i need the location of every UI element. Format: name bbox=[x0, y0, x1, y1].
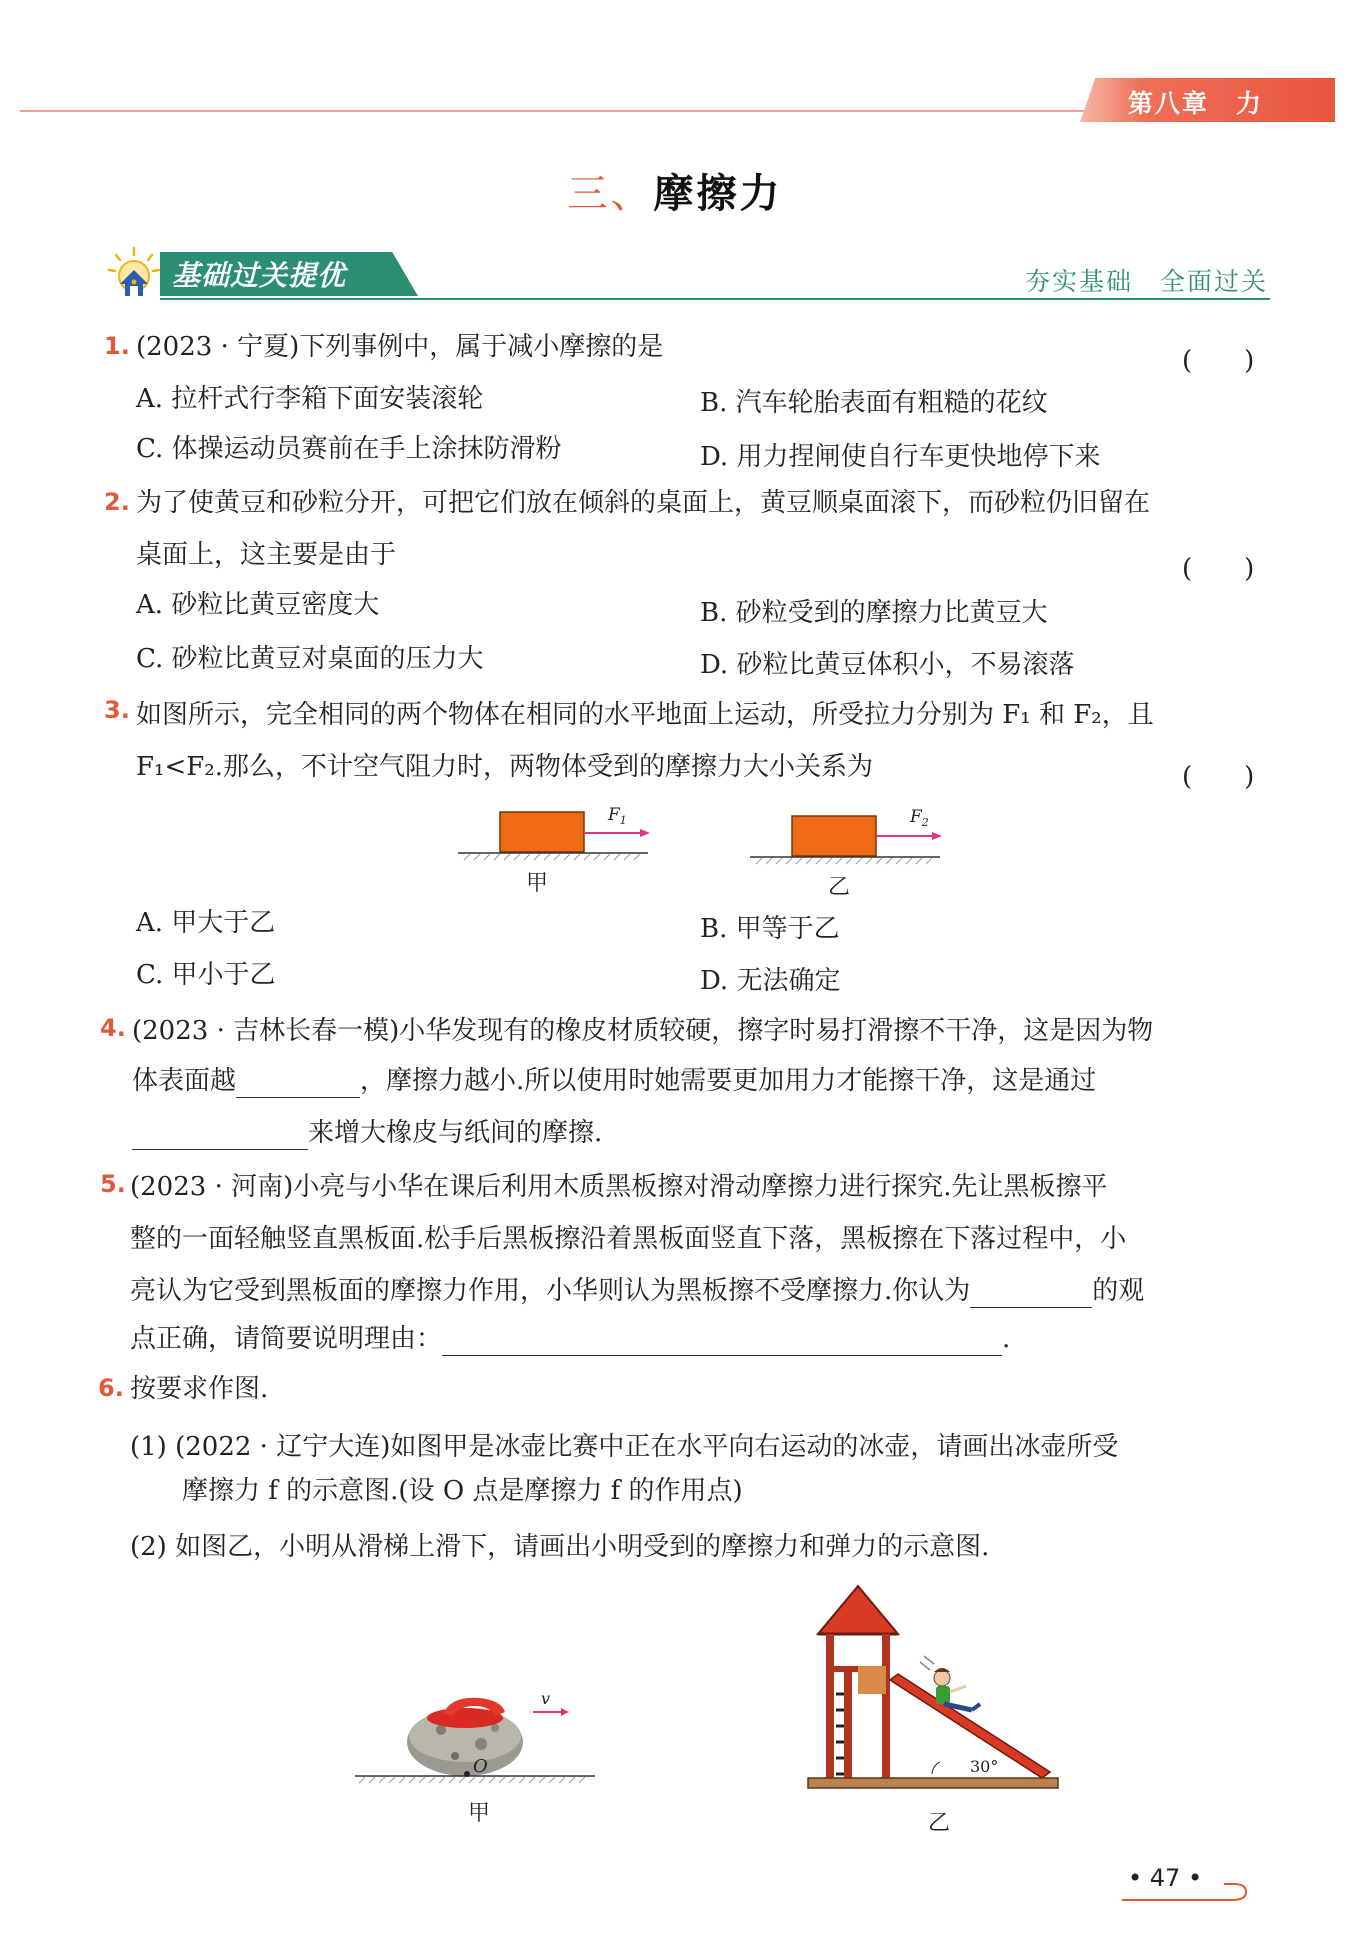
q2-option-d: D. 砂粒比黄豆体积小，不易滚落 bbox=[700, 650, 1075, 680]
q3-stem-line2: F₁<F₂.那么，不计空气阻力时，两物体受到的摩擦力大小关系为 bbox=[136, 752, 873, 782]
angle-label: 30° bbox=[970, 1757, 999, 1776]
question-number: 6. bbox=[98, 1374, 124, 1402]
q1-stem: (2023 · 宁夏)下列事例中，属于减小摩擦的是 bbox=[136, 332, 664, 362]
question-number: 1. bbox=[104, 332, 130, 360]
q3-option-d: D. 无法确定 bbox=[700, 966, 841, 996]
q3-option-a: A. 甲大于乙 bbox=[136, 908, 276, 938]
boy-figure bbox=[934, 1668, 980, 1710]
tower-post bbox=[826, 1634, 834, 1782]
page-number-swoosh bbox=[1120, 1878, 1255, 1908]
header-rule bbox=[20, 110, 1090, 112]
q3-option-c: C. 甲小于乙 bbox=[136, 960, 276, 990]
q1-option-c: C. 体操运动员赛前在手上涂抹防滑粉 bbox=[136, 434, 562, 464]
q2-option-c: C. 砂粒比黄豆对桌面的压力大 bbox=[136, 644, 484, 674]
question-number: 4. bbox=[100, 1014, 126, 1042]
page-title: 三、摩擦力 bbox=[567, 170, 783, 217]
q3-figure-label-yi: 乙 bbox=[828, 875, 851, 900]
q5-line4: 点正确，请简要说明理由： . bbox=[130, 1324, 1011, 1354]
q1-option-b: B. 汽车轮胎表面有粗糙的花纹 bbox=[700, 388, 1048, 418]
q4-line1: (2023 · 吉林长春一模)小华发现有的橡皮材质较硬，擦字时易打滑擦不干净，这是因为物 bbox=[132, 1016, 1154, 1046]
q5-blank-2[interactable] bbox=[442, 1329, 1002, 1356]
q1-option-a: A. 拉杆式行李箱下面安装滚轮 bbox=[136, 384, 484, 414]
q3-figure-jia bbox=[458, 800, 658, 870]
q4-blank-1[interactable] bbox=[236, 1071, 360, 1098]
q3-stem-line1: 如图所示，完全相同的两个物体在相同的水平地面上运动，所受拉力分别为 F₁ 和 F₂，且 bbox=[136, 700, 1154, 730]
section-slogan: 夯实基础 全面过关 bbox=[1024, 267, 1268, 296]
lightbulb-house-icon bbox=[106, 246, 162, 302]
motion-lines bbox=[920, 1656, 934, 1670]
q2-stem-line1: 为了使黄豆和砂粒分开，可把它们放在倾斜的桌面上，黄豆顺桌面滚下，而砂粒仍旧留在 bbox=[136, 488, 1151, 518]
q6-figure-label-jia: 甲 bbox=[468, 1801, 491, 1826]
q6-figure-curling bbox=[355, 1680, 605, 1790]
q6-figure-label-yi: 乙 bbox=[928, 1811, 951, 1836]
q6-part2: (2) 如图乙，小明从滑梯上滑下，请画出小明受到的摩擦力和弹力的示意图. bbox=[130, 1532, 990, 1562]
q5-blank-1[interactable] bbox=[970, 1281, 1092, 1308]
angle-arc bbox=[932, 1762, 940, 1774]
section-banner-text: 基础过关提优 bbox=[172, 259, 347, 292]
q5-line1: (2023 · 河南)小亮与小华在课后利用木质黑板擦对滑动摩擦力进行探究.先让黑板擦平 bbox=[130, 1172, 1108, 1202]
platform bbox=[858, 1666, 886, 1694]
q1-option-d: D. 用力捏闸使自行车更快地停下来 bbox=[700, 442, 1101, 472]
ground-base bbox=[808, 1778, 1058, 1788]
question-number: 3. bbox=[104, 696, 130, 724]
q4-blank-2[interactable] bbox=[132, 1123, 308, 1150]
section-rule bbox=[160, 298, 1270, 300]
q5-line3: 亮认为它受到黑板面的摩擦力作用，小华则认为黑板擦不受摩擦力.你认为 的观 bbox=[130, 1276, 1145, 1306]
q6-part1-line2: 摩擦力 f 的示意图.(设 O 点是摩擦力 f 的作用点) bbox=[182, 1476, 743, 1506]
q2-answer-paren: ( ) bbox=[1182, 554, 1255, 584]
question-number: 2. bbox=[104, 488, 130, 516]
q2-option-a: A. 砂粒比黄豆密度大 bbox=[136, 590, 380, 620]
slide-roof bbox=[818, 1586, 898, 1634]
q3-figure-yi bbox=[750, 804, 950, 874]
chapter-title: 第八章 力 bbox=[1128, 89, 1264, 118]
q5-line2: 整的一面轻触竖直黑板面.松手后黑板擦沿着黑板面竖直下落，黑板擦在下落过程中，小 bbox=[130, 1224, 1127, 1254]
velocity-label: v bbox=[541, 1689, 551, 1708]
page-number: • 47 • bbox=[1128, 1864, 1203, 1892]
q4-line2: 体表面越 ，摩擦力越小.所以使用时她需要更加用力才能擦干净，这是通过 bbox=[132, 1066, 1097, 1096]
q2-option-b: B. 砂粒受到的摩擦力比黄豆大 bbox=[700, 598, 1048, 628]
q4-line3: 来增大橡皮与纸间的摩擦. bbox=[132, 1116, 602, 1150]
force-label: $F_2$ bbox=[910, 807, 929, 829]
q2-stem-line2: 桌面上，这主要是由于 bbox=[136, 540, 397, 570]
q6-part1-line1: (1) (2022 · 辽宁大连)如图甲是冰壶比赛中正在水平向右运动的冰壶，请画出冰壶所受 bbox=[130, 1432, 1119, 1462]
point-o-label: O bbox=[473, 1756, 488, 1777]
question-number: 5. bbox=[100, 1170, 126, 1198]
q3-option-b: B. 甲等于乙 bbox=[700, 914, 840, 944]
q3-answer-paren: ( ) bbox=[1182, 762, 1255, 792]
block bbox=[500, 812, 584, 852]
point-o bbox=[464, 1771, 470, 1777]
ladder bbox=[836, 1694, 844, 1774]
block bbox=[792, 816, 876, 856]
q6-stem: 按要求作图. bbox=[130, 1374, 269, 1404]
q3-figure-label-jia: 甲 bbox=[526, 871, 549, 896]
force-label: $F_1$ bbox=[608, 805, 627, 827]
q1-answer-paren: ( ) bbox=[1182, 346, 1255, 376]
q6-figure-slide bbox=[800, 1582, 1080, 1802]
